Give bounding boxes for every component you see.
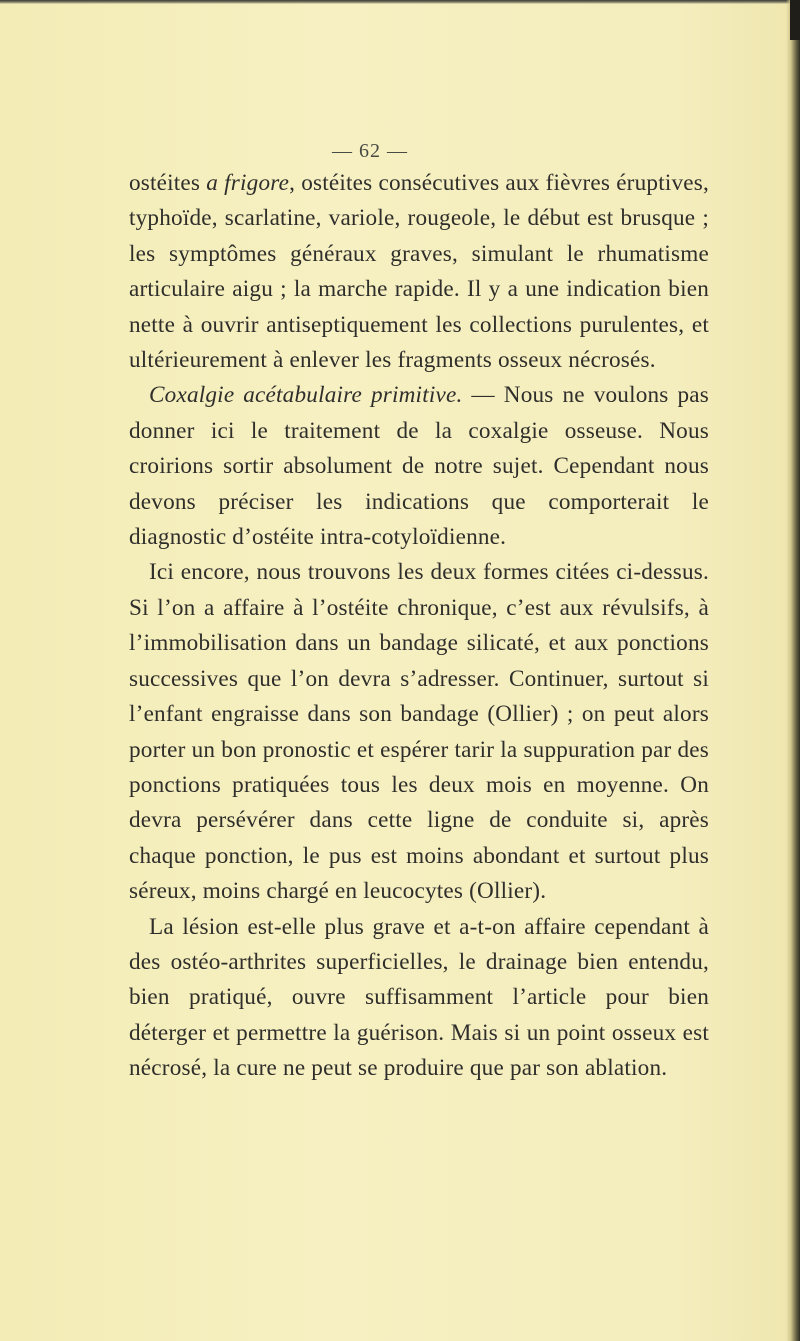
page-top-edge [0, 0, 800, 4]
text-run: ostéites [129, 170, 207, 196]
paragraph [129, 166, 709, 378]
paragraph [129, 378, 709, 555]
text-run: — Nous ne voulons pas donner ici le traitement de la coxalgie osseuse. Nous croirions sortir absolument de notre sujet. Cependant nous devons préciser les indications que comporterait le diagnostic d’ostéite intra-cotyloïdienne. [129, 382, 709, 551]
page-corner-mark [790, 0, 800, 40]
text-run: La lésion est-elle plus grave et a-t-on affaire cependant à des ostéo-arthrites superficielles, le drainage bien entendu, bien pratiqué, ouvre suffisamment l’article pour bien déterger et permettre la guérison. Mais si un point osseux est nécrosé, la cure ne peut se produire que par son ablation. [129, 913, 709, 1082]
page-number: — 62 — [332, 140, 408, 162]
text-run: , ostéites consécutives aux fièvres éruptives, typhoïde, scarlatine, variole, rougeole, le début est brusque ; les symptômes généraux graves, simulant le rhumatisme articulaire aigu ; la marche rapide. Il y a une indication bien nette à ouvrir antiseptiquement les collections purulentes, et ultérieurement à enlever les fragments osseux nécrosés. [129, 170, 709, 374]
text-run-italic: a frigore [206, 170, 290, 196]
body-text [129, 166, 709, 1087]
paragraph [129, 910, 709, 1087]
page-binding-edge [786, 0, 800, 1341]
paragraph [129, 555, 709, 909]
text-run: Ici encore, nous trouvons les deux formes citées ci-dessus. Si l’on a affaire à l’ostéite chronique, c’est aux révulsifs, à l’immobilisation dans un bandage silicaté, et aux ponctions successives que l’on devra s’adresser. Continuer, surtout si l’enfant engraisse dans son bandage (Ollier) ; on peut alors porter un bon pronostic et espérer tarir la suppuration par des ponctions pratiquées tous les deux mois en moyenne. On devra persévérer dans cette ligne de conduite si, après chaque ponction, le pus est moins abondant et surtout plus séreux, moins chargé en leucocytes (Ollier). [129, 559, 709, 905]
section-heading: Coxalgie acétabulaire primitive. [149, 382, 463, 409]
